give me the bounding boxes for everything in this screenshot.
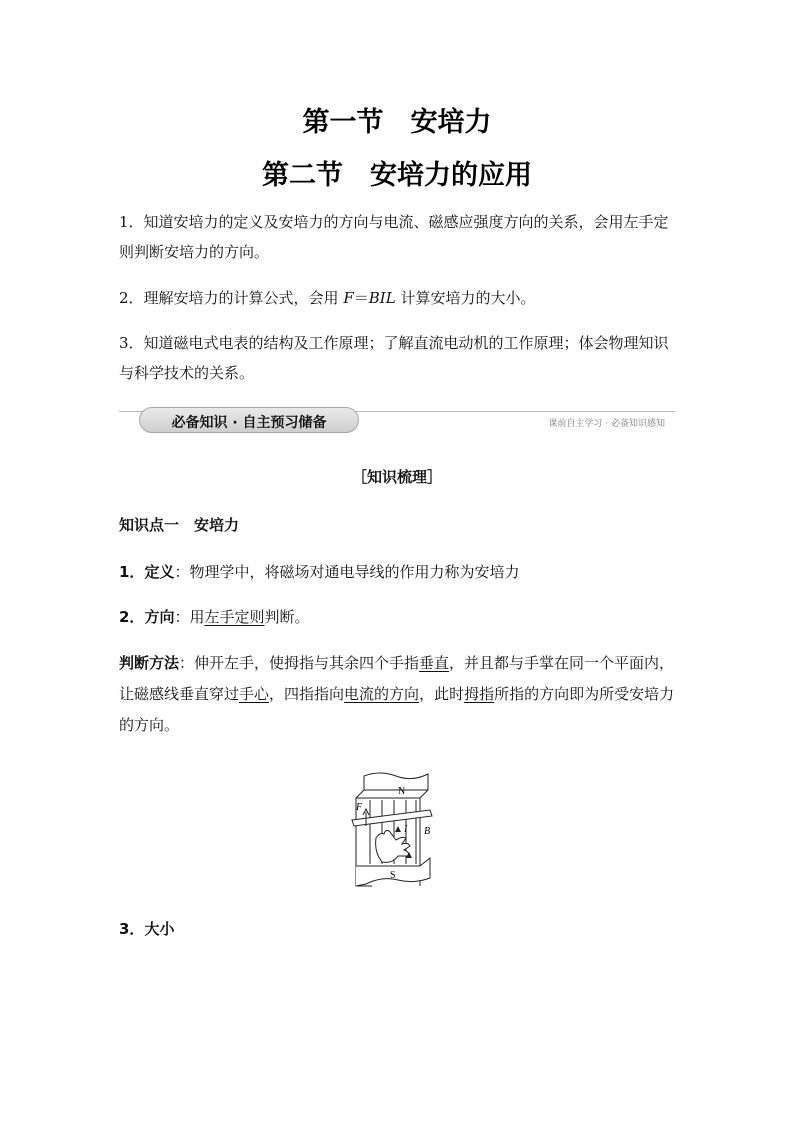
direction-item bbox=[119, 606, 310, 627]
objective-number: 2． bbox=[119, 289, 144, 307]
item-text-end: 判断。 bbox=[264, 608, 310, 626]
underlined-answer: 垂直 bbox=[419, 654, 450, 672]
method-text: ，并且都与手掌在同一个平面内，让磁感线垂直穿过 bbox=[119, 654, 675, 703]
objective-2 bbox=[119, 283, 679, 313]
banner-tab bbox=[139, 407, 359, 433]
banner-label: 必备知识 · 自主预习储备 bbox=[171, 415, 327, 431]
underlined-answer: 电流的方向 bbox=[344, 685, 420, 703]
section-title-2: 第二节 安培力的应用 bbox=[262, 160, 532, 191]
objective-text-end: 计算安培力的大小。 bbox=[395, 289, 536, 307]
objective-text: 理解安培力的计算公式，会用 bbox=[143, 289, 344, 307]
formula-symbol-BIL: BIL bbox=[368, 289, 396, 307]
label-S: S bbox=[390, 870, 396, 881]
definition-item bbox=[119, 561, 519, 582]
objective-number: 3． bbox=[119, 334, 144, 352]
objective-3 bbox=[119, 328, 679, 388]
knowledge-point-title: 知识点一 安培力 bbox=[119, 516, 240, 534]
formula-symbol-F: F bbox=[343, 289, 354, 307]
underlined-answer: 拇指 bbox=[464, 685, 495, 703]
objective-text: 知道安培力的定义及安培力的方向与电流、磁感应强度方向的关系，会用左手定则判断安培力的方向。 bbox=[119, 213, 669, 261]
label-I: I bbox=[404, 824, 408, 835]
item-number: 3． bbox=[119, 920, 145, 938]
section-title-1: 第一节 安培力 bbox=[302, 107, 492, 138]
banner-subtitle: 课前自主学习 · 必备知识感知 bbox=[548, 419, 665, 429]
label-F: F bbox=[356, 802, 363, 813]
objective-number: 1． bbox=[119, 213, 144, 231]
label-B: B bbox=[424, 826, 431, 837]
item-label: 大小 bbox=[144, 920, 175, 938]
section-banner bbox=[119, 403, 675, 437]
underlined-answer: 手心 bbox=[239, 685, 270, 703]
formula-equals: ＝ bbox=[353, 289, 369, 307]
item-text: ：物理学中，将磁场对通电导线的作用力称为安培力 bbox=[174, 563, 520, 581]
label-N: N bbox=[398, 786, 406, 797]
underlined-answer: 左手定则 bbox=[204, 608, 265, 626]
method-text: ，四指指向 bbox=[269, 685, 345, 703]
method-text: 所指的方向即为所受安培力的方向。 bbox=[119, 685, 675, 734]
method-text: ：伸开左手，使拇指与其余四个手指 bbox=[179, 654, 420, 672]
item-label: 方向 bbox=[144, 608, 175, 626]
left-hand-rule-figure bbox=[350, 768, 442, 892]
objective-1 bbox=[119, 207, 679, 267]
size-item bbox=[119, 918, 174, 939]
item-text: ：用 bbox=[174, 608, 205, 626]
method-text: ，此时 bbox=[419, 685, 465, 703]
knowledge-heading: ［知识梳理］ bbox=[351, 468, 442, 486]
method-label: 判断方法 bbox=[119, 654, 180, 672]
method-paragraph bbox=[119, 648, 679, 741]
item-number: 2． bbox=[119, 608, 145, 626]
item-label: 定义 bbox=[144, 563, 175, 581]
item-number: 1． bbox=[119, 563, 145, 581]
objective-text: 知道磁电式电表的结构及工作原理；了解直流电动机的工作原理；体会物理知识与科学技术的关系。 bbox=[119, 334, 669, 382]
